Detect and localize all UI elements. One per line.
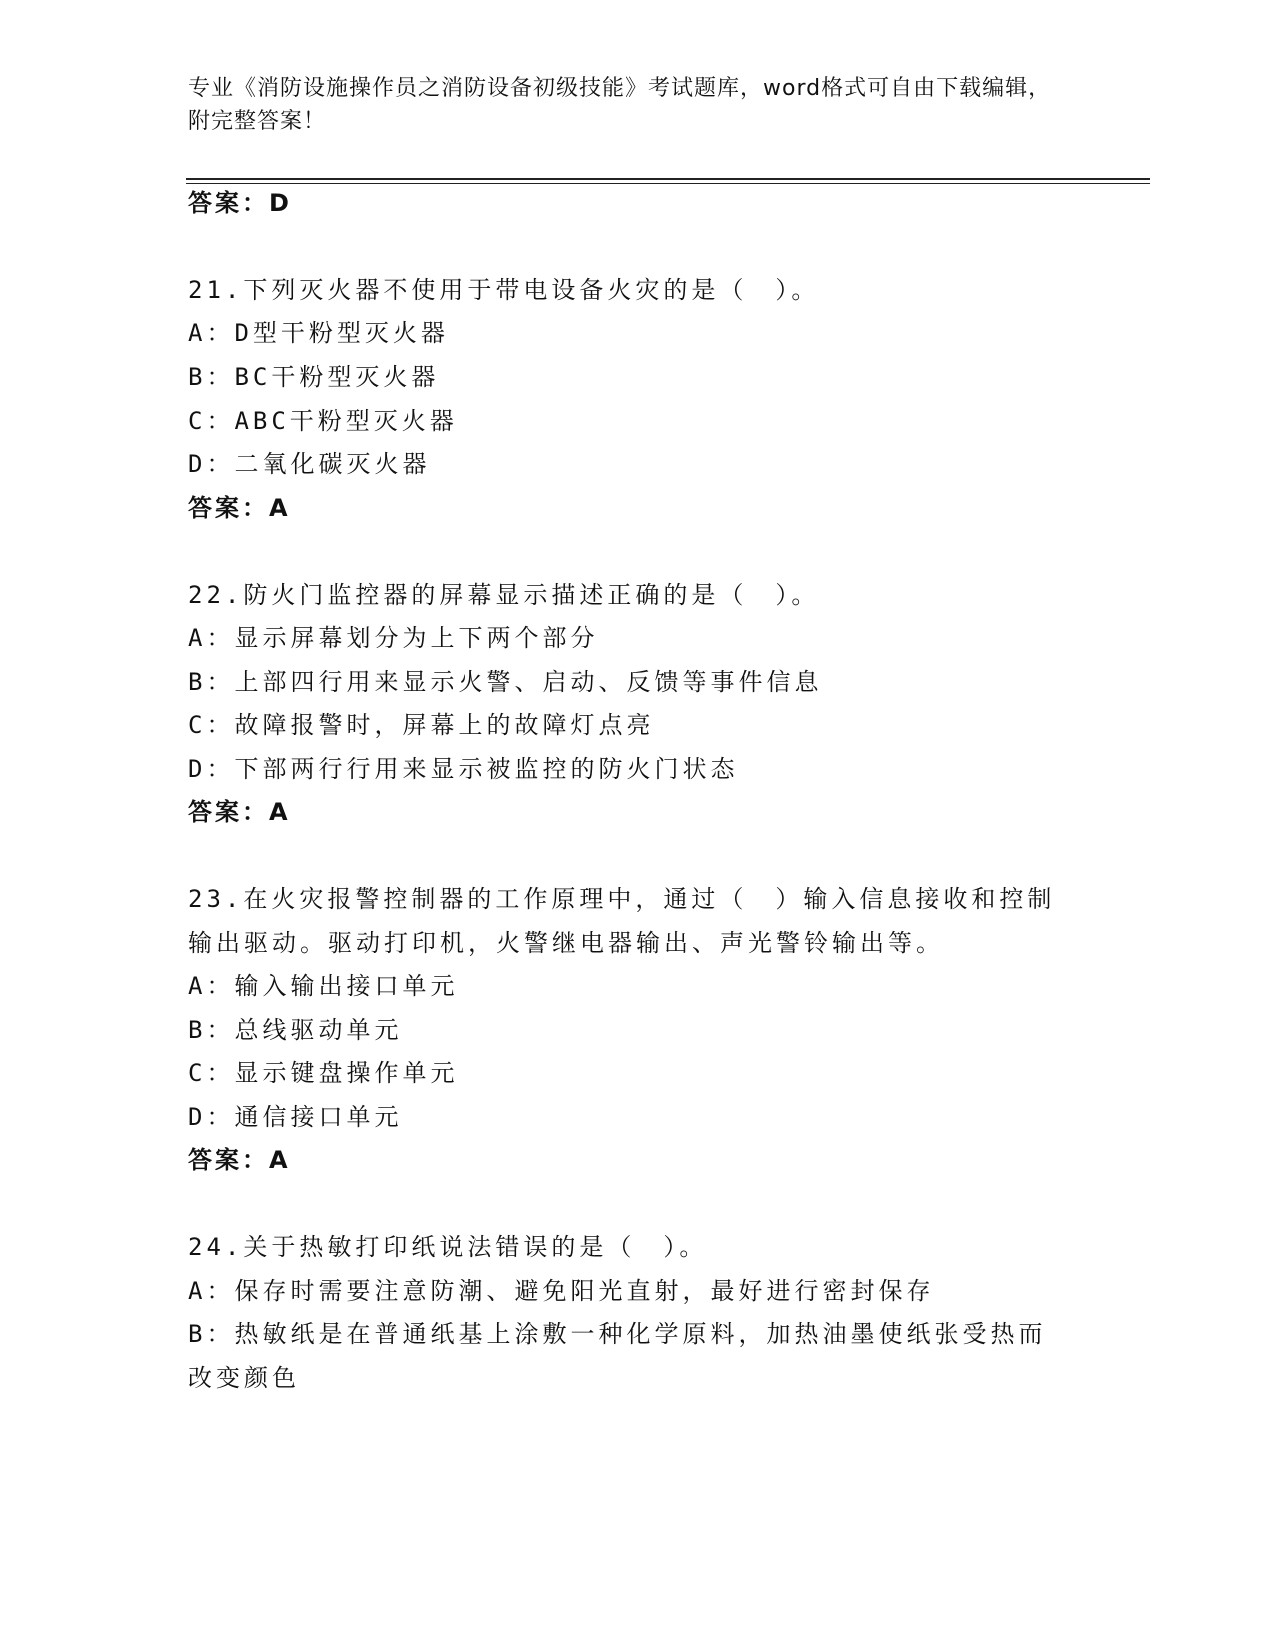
option-b: B：热敏纸是在普通纸基上涂敷一种化学原料，加热油墨使纸张受热而: [188, 1320, 1047, 1348]
option-d: D：通信接口单元: [188, 1103, 403, 1131]
option-c: C：故障报警时，屏幕上的故障灯点亮: [188, 711, 655, 739]
answer-line: 答案：A: [188, 1146, 291, 1174]
answer-line: 答案：D: [188, 189, 292, 217]
header-divider-thin: [186, 183, 1150, 184]
question-stem: 22.防火门监控器的屏幕显示描述正确的是（ ）。: [188, 581, 820, 609]
option-a: A：D型干粉型灭火器: [188, 319, 449, 347]
option-a: A：输入输出接口单元: [188, 972, 459, 1000]
question-stem-continued: 输出驱动。驱动打印机，火警继电器输出、声光警铃输出等。: [188, 929, 944, 957]
option-b: B：上部四行用来显示火警、启动、反馈等事件信息: [188, 668, 823, 696]
document-header-text: 专业《消防设施操作员之消防设备初级技能》考试题库，word格式可自由下载编辑，附完整答案！: [188, 76, 1052, 134]
question-stem: 21.下列灭火器不使用于带电设备火灾的是（ ）。: [188, 276, 820, 304]
option-a: A：保存时需要注意防潮、避免阳光直射，最好进行密封保存: [188, 1277, 935, 1305]
option-c: C：显示键盘操作单元: [188, 1059, 459, 1087]
header-divider-thick: [186, 178, 1150, 180]
answer-line: 答案：A: [188, 494, 291, 522]
option-c: C：ABC干粉型灭火器: [188, 407, 458, 435]
question-stem: 23.在火灾报警控制器的工作原理中，通过（ ）输入信息接收和控制: [188, 885, 1056, 913]
option-d: D：下部两行行用来显示被监控的防火门状态: [188, 755, 739, 783]
option-b-continued: 改变颜色: [188, 1364, 300, 1392]
option-a: A：显示屏幕划分为上下两个部分: [188, 624, 599, 652]
option-b: B：BC干粉型灭火器: [188, 363, 440, 391]
option-b: B：总线驱动单元: [188, 1016, 403, 1044]
option-d: D：二氧化碳灭火器: [188, 450, 431, 478]
question-stem: 24.关于热敏打印纸说法错误的是（ ）。: [188, 1233, 708, 1261]
answer-line: 答案：A: [188, 798, 291, 826]
